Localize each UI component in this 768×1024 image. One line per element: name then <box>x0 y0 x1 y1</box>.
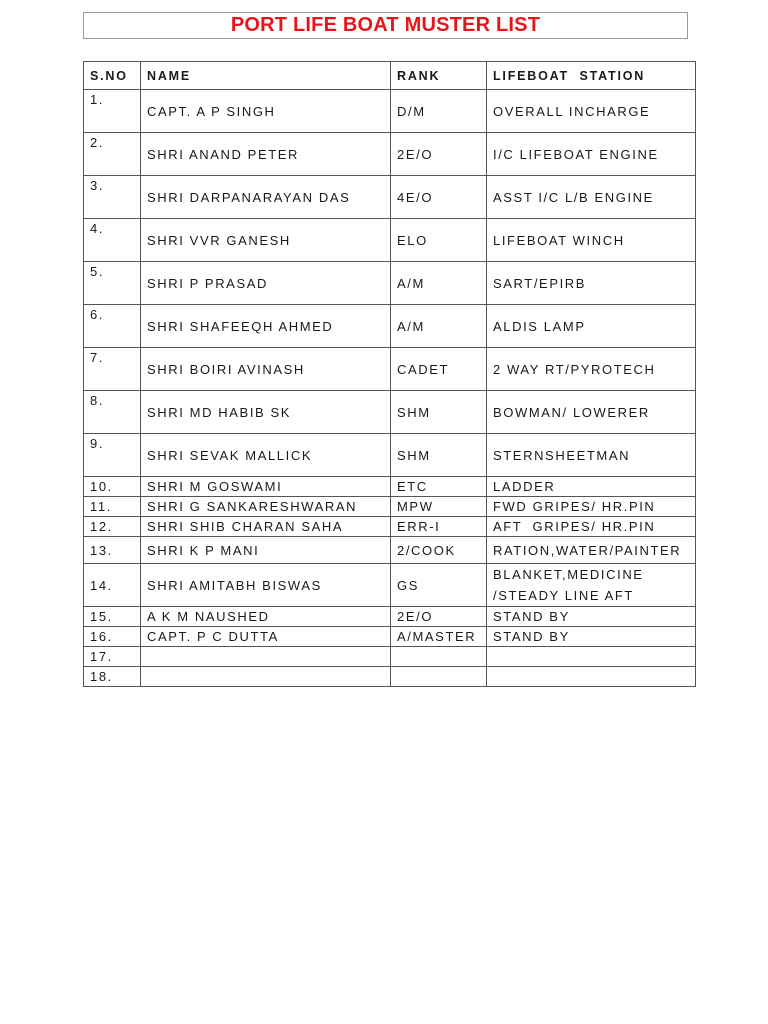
page-title: PORT LIFE BOAT MUSTER LIST <box>83 12 688 39</box>
cell-station <box>487 647 696 667</box>
cell-rank: ERR-I <box>391 517 487 537</box>
table-row <box>84 219 696 262</box>
cell-rank: A/MASTER <box>391 627 487 647</box>
cell-name: SHRI AMITABH BISWAS <box>141 564 391 607</box>
cell-sno: 5. <box>84 262 141 305</box>
cell-station: STERNSHEETMAN <box>487 434 696 477</box>
table-row <box>84 305 696 348</box>
cell-station: STAND BY <box>487 627 696 647</box>
cell-station: FWD GRIPES/ HR.PIN <box>487 497 696 517</box>
cell-rank: A/M <box>391 262 487 305</box>
cell-rank: SHM <box>391 434 487 477</box>
muster-table <box>83 61 696 687</box>
cell-name <box>141 647 391 667</box>
column-header-rank: RANK <box>391 62 487 90</box>
table-row <box>84 647 696 667</box>
cell-sno: 14. <box>84 564 141 607</box>
table-header-row <box>84 62 696 90</box>
cell-station: LIFEBOAT WINCH <box>487 219 696 262</box>
table-row <box>84 627 696 647</box>
cell-name: SHRI G SANKARESHWARAN <box>141 497 391 517</box>
cell-rank: 2E/O <box>391 133 487 176</box>
cell-rank: 2/COOK <box>391 537 487 564</box>
table-row <box>84 517 696 537</box>
cell-name: SHRI VVR GANESH <box>141 219 391 262</box>
table-row <box>84 133 696 176</box>
cell-station: SART/EPIRB <box>487 262 696 305</box>
cell-station: I/C LIFEBOAT ENGINE <box>487 133 696 176</box>
cell-sno: 11. <box>84 497 141 517</box>
table-row <box>84 391 696 434</box>
cell-name: SHRI MD HABIB SK <box>141 391 391 434</box>
cell-rank: GS <box>391 564 487 607</box>
cell-sno: 8. <box>84 391 141 434</box>
cell-sno: 7. <box>84 348 141 391</box>
cell-sno: 12. <box>84 517 141 537</box>
table-row <box>84 176 696 219</box>
cell-name: SHRI K P MANI <box>141 537 391 564</box>
cell-sno: 9. <box>84 434 141 477</box>
table-row <box>84 477 696 497</box>
cell-station: BOWMAN/ LOWERER <box>487 391 696 434</box>
cell-name: SHRI DARPANARAYAN DAS <box>141 176 391 219</box>
cell-sno: 17. <box>84 647 141 667</box>
column-header-sno: S.NO <box>84 62 141 90</box>
column-header-name: NAME <box>141 62 391 90</box>
cell-rank: CADET <box>391 348 487 391</box>
cell-station: BLANKET,MEDICINE /STEADY LINE AFT <box>487 564 696 607</box>
cell-sno: 15. <box>84 607 141 627</box>
cell-sno: 3. <box>84 176 141 219</box>
cell-station: ASST I/C L/B ENGINE <box>487 176 696 219</box>
cell-name: SHRI SEVAK MALLICK <box>141 434 391 477</box>
cell-sno: 6. <box>84 305 141 348</box>
table-row <box>84 434 696 477</box>
table-row <box>84 90 696 133</box>
cell-name: SHRI M GOSWAMI <box>141 477 391 497</box>
cell-name: CAPT. A P SINGH <box>141 90 391 133</box>
cell-rank: ETC <box>391 477 487 497</box>
cell-name: SHRI P PRASAD <box>141 262 391 305</box>
cell-rank: 4E/O <box>391 176 487 219</box>
table-row <box>84 497 696 517</box>
cell-sno: 18. <box>84 667 141 687</box>
table-row <box>84 348 696 391</box>
cell-station: OVERALL INCHARGE <box>487 90 696 133</box>
cell-station: 2 WAY RT/PYROTECH <box>487 348 696 391</box>
cell-sno: 13. <box>84 537 141 564</box>
cell-name: SHRI SHAFEEQH AHMED <box>141 305 391 348</box>
cell-sno: 2. <box>84 133 141 176</box>
cell-station: STAND BY <box>487 607 696 627</box>
cell-name <box>141 667 391 687</box>
table-row <box>84 564 696 607</box>
cell-station: ALDIS LAMP <box>487 305 696 348</box>
cell-rank <box>391 667 487 687</box>
table-row <box>84 262 696 305</box>
cell-rank: A/M <box>391 305 487 348</box>
cell-rank: 2E/O <box>391 607 487 627</box>
cell-sno: 10. <box>84 477 141 497</box>
table-row <box>84 607 696 627</box>
cell-rank: SHM <box>391 391 487 434</box>
cell-name: CAPT. P C DUTTA <box>141 627 391 647</box>
cell-name: SHRI SHIB CHARAN SAHA <box>141 517 391 537</box>
cell-rank: D/M <box>391 90 487 133</box>
cell-sno: 4. <box>84 219 141 262</box>
table-row <box>84 537 696 564</box>
cell-name: A K M NAUSHED <box>141 607 391 627</box>
cell-station: AFT GRIPES/ HR.PIN <box>487 517 696 537</box>
cell-sno: 1. <box>84 90 141 133</box>
cell-rank <box>391 647 487 667</box>
cell-name: SHRI ANAND PETER <box>141 133 391 176</box>
cell-station: RATION,WATER/PAINTER <box>487 537 696 564</box>
cell-station <box>487 667 696 687</box>
column-header-station: LIFEBOAT STATION <box>487 62 696 90</box>
cell-sno: 16. <box>84 627 141 647</box>
cell-rank: MPW <box>391 497 487 517</box>
cell-name: SHRI BOIRI AVINASH <box>141 348 391 391</box>
cell-station: LADDER <box>487 477 696 497</box>
cell-rank: ELO <box>391 219 487 262</box>
table-row <box>84 667 696 687</box>
